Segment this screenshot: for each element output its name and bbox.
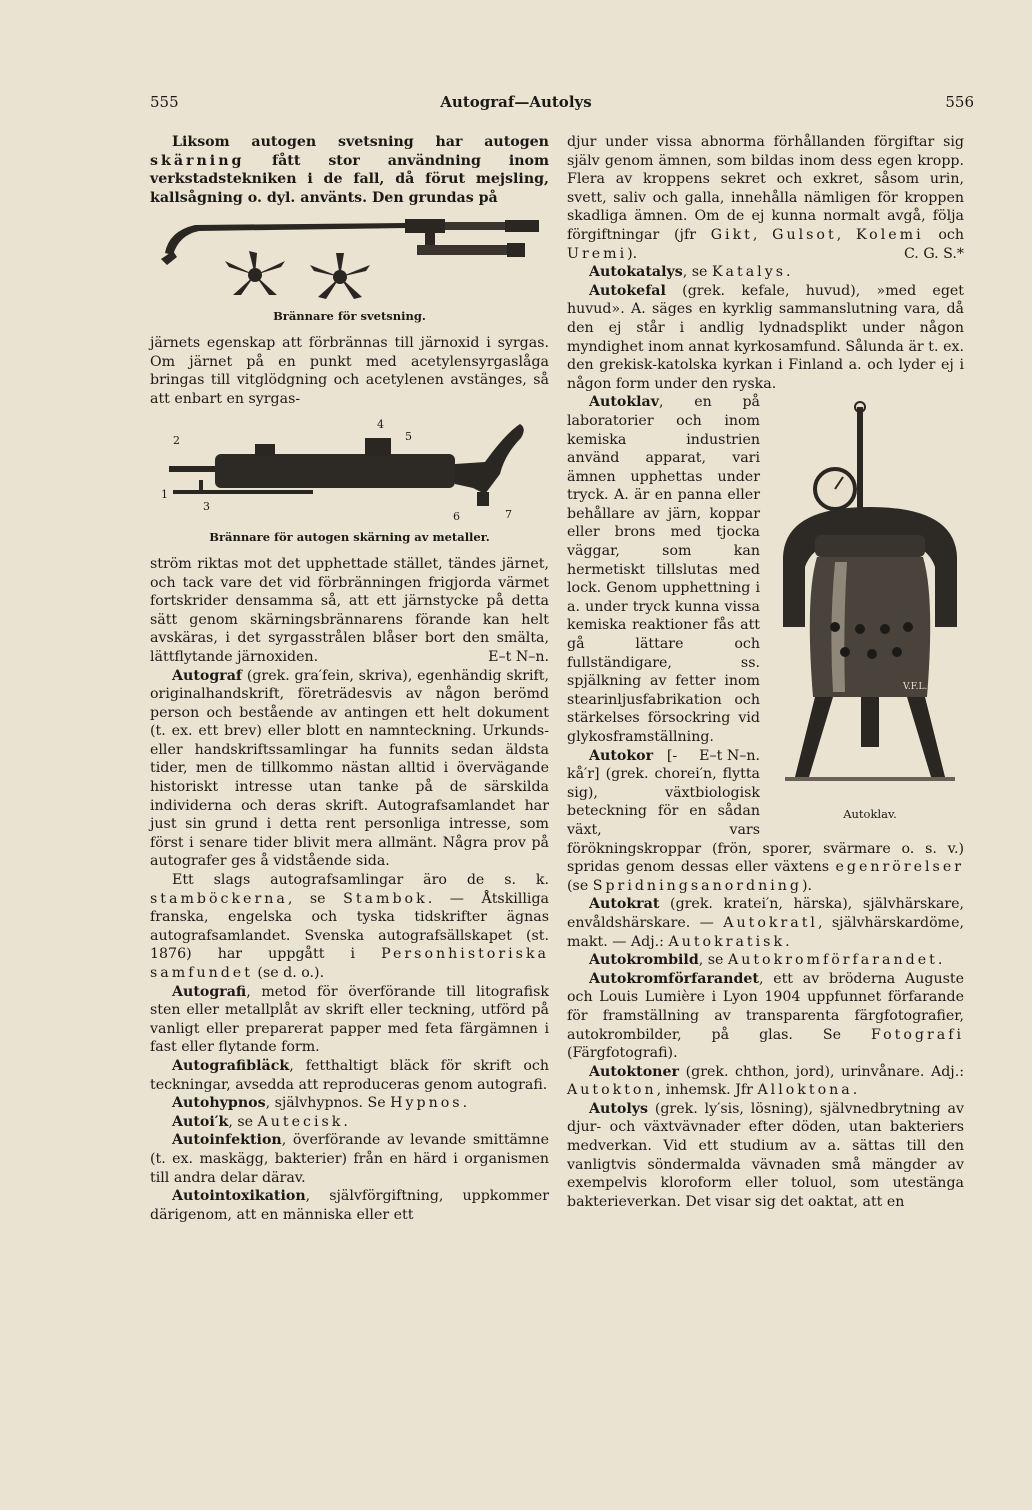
autoclave-figure <box>770 397 970 823</box>
entry-autokrat: Autokrat (grek. kratei′n, härska), självhärskare, envåldshärskare. — Autokratl, självhärskardöme, makt. — Adj.: Autokratisk. <box>567 896 965 950</box>
entry-autokromforfarandet: Autokromförfarandet, ett av bröderna Auguste och Louis Lumière i Lyon 1904 uppfunnet förfarande för framställning av transparenta färgfotografier, autokrombilder, på glas. Se Fotografi (Färgfotografi). <box>567 970 964 1062</box>
entry-autokatalys: Autokatalys, se Katalys. <box>589 264 791 281</box>
entry-autograf: Autograf (grek. gra′fein, skriva), egenhändig skrift, originalhandskrift, företrädesvis av någon berömd person och bestående av antingen ett helt dokument (t. ex. ett brev) eller blott en namnteckning. Urkunds- eller handskriftssamlingar ha funnits sedan äldsta tider, men de tillkommo nästan alltid i övervägande historiskt intresse utan tanke på de särskilda individerna och deras skrift. Autografsamlandet har just sin grund i detta rent personliga intresse, som först i senare tider blivit mera allmänt. Några prov på autografer ges å vidstående sida. <box>150 667 550 870</box>
cutting-label-1: 1 <box>160 488 168 502</box>
cutting-label-4: 4 <box>376 418 384 432</box>
right-column <box>567 133 964 1211</box>
entry-autointoxikation: Autointoxikation, självförgiftning, uppkommer därigenom, att en människa eller ett <box>150 1188 549 1223</box>
signature: E–t N–n. <box>699 747 760 764</box>
signature: C. G. S.* <box>903 245 964 262</box>
entry-autografi: Autografi, metod för överförande till litografisk sten eller metallplåt av skrift eller teckning, utförd på vanligt eller preparerat papper med feta färgämnen i fast eller flytande form. <box>150 983 549 1056</box>
cutting-label-3: 3 <box>202 500 210 514</box>
entry-autolys: Autolys (grek. ly′sis, lösning), självnedbrytning av djur- och växtvävnader efter döden, utan bakteriers medverkan. Vid ett studium av a. sättas till den vanligtvis söndermalda vävnaden små mängder av exempelvis kloroform eller toluol, som utestänga bakterieverkan. Det visar sig det oaktat, att en <box>567 1100 964 1210</box>
entry-autokrombild: Autokrombild, se Autokromförfarandet. <box>589 952 943 969</box>
entry-autografiblack: Autografibläck, fetthaltigt bläck för skrift och teckningar, avsedda att reproduceras genom autografi. <box>150 1057 549 1093</box>
welding-figure-caption: Brännare för svetsning. <box>273 309 426 324</box>
paragraph: djur under vissa abnorma förhållanden förgiftar sig själv genom ämnen, som bildas inom dess egen kropp. Flera av kroppens sekret och exkret, såsom urin, svett, saliv och galla, innehålla nämligen för kroppen skadliga ämnen. Om de ej kunna normalt avgå, följa förgiftningar (jfr Gikt, Gulsot, Kolemi och Uremi). C. G. S.* <box>567 134 964 262</box>
paragraph: Ett slags autografsamlingar äro de s. k. stamböckerna, se Stambok. — Åtskilliga franska, engelska och tyska tidskrifter ägnas autografsamlandet. Svenska autografsällskapet (st. 1876) har uppgått i Personhistoriska samfundet (se d. o.). <box>150 872 549 981</box>
cutting-label-2: 2 <box>172 434 180 448</box>
signature: E–t N–n. <box>488 648 549 665</box>
autoclave-icon <box>775 397 965 797</box>
entry-autoinfektion: Autoinfektion, överförande av levande smittämne (t. ex. maskägg, bakterier) från en härd i organismen till andra delar därav. <box>150 1132 549 1186</box>
paragraph: järnets egenskap att förbrännas till järnoxid i syrgas. Om järnet på en punkt med acetylensyrgaslåga bringas till vitglödgning och acetylenen avstänges, så att enbart en syrgas- <box>150 334 549 407</box>
cutting-figure-caption: Brännare för autogen skärning av metaller. <box>209 530 490 545</box>
entry-autohypnos: Autohypnos, självhypnos. Se Hypnos. <box>172 1095 468 1112</box>
cutting-torch-figure <box>150 414 549 547</box>
autoclave-figure-caption: Autoklav. <box>843 806 897 821</box>
entry-autokor: Autokor [-kå′r] (grek. chorei′n, flytta sig), växtbiologisk beteckning för en sådan växt, vars förökningskroppar (frön, sporer, svärmare o. s. v.) spridas genom dessas eller växtens egenrörelser (se Spridningsanordning). <box>567 747 964 894</box>
left-column <box>150 133 549 1224</box>
entry-autoik: Autoi′k, se Autecisk. <box>172 1113 348 1130</box>
entry-autoklav: Autoklav, en på laboratorier och inom kemiska industrien använd apparat, vari ämnen upphettas under tryck. A. är en panna eller behållare av järn, koppar eller brons med tjocka väggar, som kan hermetiskt tillslutas med lock. Genom upphettning i a. under tryck kunna vissa kemiska reaktioner fås att gå lättare och fullständigare, ss. spjälkning av fetter inom stearinljusfabrikation och stärkelses försockring vid glykosframställning. E–t N–n. <box>567 394 760 764</box>
cutting-torch-icon <box>155 414 545 526</box>
page-number-left: 555 <box>150 93 179 111</box>
cutting-label-7: 7 <box>504 508 512 522</box>
welding-torch-figure <box>150 213 549 326</box>
cutting-label-6: 6 <box>452 510 460 524</box>
page-number-right: 556 <box>945 93 974 111</box>
cutting-label-5: 5 <box>404 430 412 444</box>
entry-autokefal: Autokefal (grek. kefale, huvud), »med eget huvud». A. säges en kyrklig sammanslutning vara, då den ej står i andlig lydnadsplikt under någon myndighet inom annat kyrkosamfund. Sålunda är t. ex. den grekisk-katolska kyrkan i Finland a. och lyder ej i någon form under den ryska. <box>567 282 964 392</box>
entry-autoktoner: Autoktoner (grek. chthon, jord), urinvånare. Adj.: Autokton, inhemsk. Jfr Alloktona. <box>567 1063 964 1099</box>
paragraph: ström riktas mot det upphettade stället, tändes järnet, och tack vare det vid förbränningen frigjorda värmet fortskrider densamma så, att ett järnstycke på detta sätt genom skärningsbrännarens förande kan helt avskäras, i det syrgasstrålen blåser bort den smälta, lättflytande järnoxiden. E–t N–n. <box>150 555 549 665</box>
welding-torch-icon <box>155 213 545 305</box>
running-head: Autograf—Autolys <box>440 93 592 111</box>
paragraph: Liksom autogen svetsning har autogen skärning fått stor användning inom verkstadstekniken i de fall, då förut mejsling, kallsågning o. dyl. använts. Den grundas på <box>150 134 550 206</box>
autoclave-plate: V.F.L. <box>903 682 928 693</box>
